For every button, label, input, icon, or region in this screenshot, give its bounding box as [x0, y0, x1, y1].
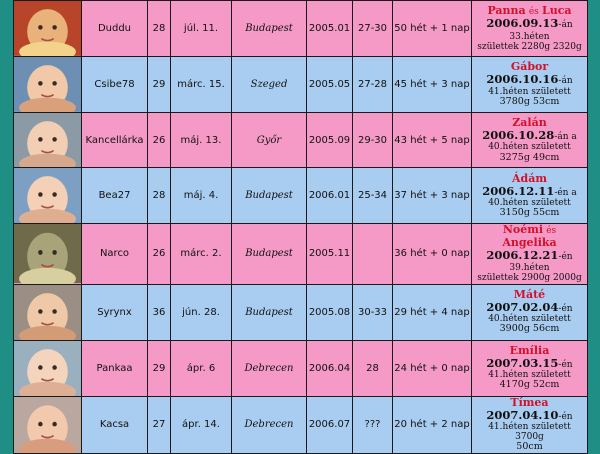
- age-cell: 28: [148, 1, 171, 57]
- birth-date-line: [475, 249, 584, 273]
- baby-name-second: Luca: [542, 4, 572, 18]
- birth-date: 2006.12.11: [482, 184, 555, 199]
- baby-info-cell: [472, 224, 588, 284]
- birth-week-line: 40.héten született: [488, 142, 571, 153]
- birth-date: 2006.12.21: [486, 248, 559, 263]
- gestation-cell: 24 hét + 0 nap: [393, 340, 472, 396]
- nickname-cell: Csibe78: [82, 56, 148, 112]
- birth-date-suffix: -án: [558, 76, 573, 87]
- start-date-cell: 2006.01: [307, 168, 353, 224]
- table-row: [14, 56, 588, 112]
- weeks-range-cell: 29-30: [353, 112, 393, 168]
- baby-name-line: [475, 345, 584, 371]
- baby-name: Máté: [513, 287, 546, 301]
- birth-date-suffix: -án 33.héten: [509, 20, 573, 42]
- members-table: [13, 0, 588, 454]
- baby-photo: [14, 168, 82, 224]
- due-date-cell: ápr. 14.: [171, 396, 232, 453]
- city-cell: Budapest: [232, 224, 307, 284]
- age-cell: 27: [148, 396, 171, 453]
- weeks-range-cell: ???: [353, 396, 393, 453]
- due-date-cell: júl. 11.: [171, 1, 232, 57]
- baby-name: Noémi: [502, 223, 544, 237]
- baby-name: Tímea: [510, 396, 549, 409]
- baby-photo: [14, 396, 82, 453]
- due-date-cell: márc. 15.: [171, 56, 232, 112]
- nickname-cell: Pankaa: [82, 340, 148, 396]
- birth-measurements: 4170g 52cm: [499, 379, 560, 391]
- start-date-cell: 2005.05: [307, 56, 353, 112]
- birth-measurements: 3780g 53cm: [499, 95, 560, 107]
- start-date-cell: 2006.07: [307, 396, 353, 453]
- baby-name-line: [475, 397, 584, 423]
- baby-name-line: [475, 224, 584, 249]
- birth-date: 2006.10.28: [482, 128, 555, 143]
- baby-info-cell: [472, 396, 588, 453]
- birth-week-line: 40.héten született: [488, 314, 571, 325]
- birth-date: 2006.10.16: [486, 72, 559, 87]
- baby-name-line: [475, 289, 584, 315]
- gestation-cell: 36 hét + 0 nap: [393, 224, 472, 284]
- birth-date-suffix: -én a: [554, 188, 577, 199]
- birth-date: 2007.04.10: [486, 407, 559, 422]
- gestation-cell: 50 hét + 1 nap: [393, 1, 472, 57]
- birth-date-line: [475, 17, 584, 41]
- baby-name: Ádám: [512, 171, 547, 185]
- birth-date: 2007.03.15: [486, 356, 559, 371]
- due-date-cell: máj. 4.: [171, 168, 232, 224]
- weeks-range-cell: [353, 224, 393, 284]
- nickname-cell: Kancellárka: [82, 112, 148, 168]
- birth-week-line: 41.héten született: [488, 370, 571, 381]
- baby-name-conjunction: és: [546, 226, 557, 237]
- nickname-cell: Kacsa: [82, 396, 148, 453]
- table-row: [14, 168, 588, 224]
- city-cell: Budapest: [232, 284, 307, 340]
- weeks-range-cell: 25-34: [353, 168, 393, 224]
- weeks-range-cell: 27-30: [353, 1, 393, 57]
- table-row: [14, 1, 588, 57]
- gestation-cell: 29 hét + 4 nap: [393, 284, 472, 340]
- gestation-cell: 45 hét + 3 nap: [393, 56, 472, 112]
- baby-face-icon: [14, 57, 81, 112]
- due-date-cell: ápr. 6: [171, 340, 232, 396]
- age-cell: 29: [148, 340, 171, 396]
- weeks-range-cell: 27-28: [353, 56, 393, 112]
- baby-photo: [14, 56, 82, 112]
- start-date-cell: 2005.08: [307, 284, 353, 340]
- baby-name-line: [475, 173, 584, 199]
- baby-photo: [14, 224, 82, 284]
- baby-info-cell: [472, 340, 588, 396]
- birth-week-line: 40.héten született: [488, 198, 571, 209]
- nickname-cell: Duddu: [82, 1, 148, 57]
- birth-date: 2006.09.13: [486, 16, 559, 31]
- baby-name: Panna: [487, 4, 526, 18]
- birth-week-line: születtek 2280g 2320g: [477, 41, 582, 52]
- birth-date-suffix: -én: [558, 360, 573, 371]
- baby-face-icon: [14, 397, 81, 453]
- baby-face-icon: [14, 224, 81, 283]
- nickname-cell: Narco: [82, 224, 148, 284]
- birth-date: 2007.02.04: [486, 300, 559, 315]
- nickname-cell: Bea27: [82, 168, 148, 224]
- birth-date-suffix: -én 39.héten: [509, 252, 573, 274]
- age-cell: 29: [148, 56, 171, 112]
- gestation-cell: 20 hét + 2 nap: [393, 396, 472, 453]
- gestation-cell: 37 hét + 3 nap: [393, 168, 472, 224]
- birth-measurements: 3150g 55cm: [499, 207, 560, 219]
- baby-face-icon: [14, 341, 81, 396]
- nickname-cell: Syrynx: [82, 284, 148, 340]
- birth-date-suffix: -án a: [554, 132, 577, 143]
- baby-photo: [14, 340, 82, 396]
- start-date-cell: 2005.11: [307, 224, 353, 284]
- table-row: [14, 112, 588, 168]
- baby-face-icon: [14, 285, 81, 340]
- weeks-range-cell: 30-33: [353, 284, 393, 340]
- baby-info-cell: [472, 112, 588, 168]
- birth-week-line: 41.héten született 3700g: [488, 422, 571, 443]
- age-cell: 28: [148, 168, 171, 224]
- city-cell: Szeged: [232, 56, 307, 112]
- baby-face-icon: [14, 168, 81, 223]
- table-row: [14, 224, 588, 284]
- baby-face-icon: [14, 113, 81, 168]
- baby-name: Zalán: [512, 115, 547, 129]
- city-cell: Budapest: [232, 168, 307, 224]
- baby-photo: [14, 284, 82, 340]
- baby-name-second: Angelika: [502, 235, 557, 249]
- birth-week-line: születtek 2900g 2000g: [477, 273, 582, 284]
- baby-name: Gábor: [510, 60, 549, 74]
- age-cell: 36: [148, 284, 171, 340]
- baby-name-line: [475, 117, 584, 143]
- baby-name-conjunction: és: [528, 7, 539, 18]
- baby-info-cell: [472, 284, 588, 340]
- birth-date-suffix: -én: [558, 304, 573, 315]
- baby-name: Emília: [509, 343, 550, 357]
- table-row: [14, 284, 588, 340]
- table-row: [14, 340, 588, 396]
- table-row: [14, 396, 588, 453]
- start-date-cell: 2005.09: [307, 112, 353, 168]
- start-date-cell: 2006.04: [307, 340, 353, 396]
- due-date-cell: jún. 28.: [171, 284, 232, 340]
- birth-measurements: 3275g 49cm: [499, 151, 560, 163]
- due-date-cell: márc. 2.: [171, 224, 232, 284]
- birth-measurements: 50cm: [516, 441, 543, 453]
- age-cell: 26: [148, 112, 171, 168]
- baby-face-icon: [14, 1, 81, 56]
- baby-photo: [14, 112, 82, 168]
- city-cell: Debrecen: [232, 396, 307, 453]
- city-cell: Győr: [232, 112, 307, 168]
- city-cell: Debrecen: [232, 340, 307, 396]
- baby-name-line: [475, 61, 584, 87]
- birth-measurements: 3900g 56cm: [499, 323, 560, 335]
- baby-info-cell: [472, 1, 588, 57]
- start-date-cell: 2005.01: [307, 1, 353, 57]
- baby-info-cell: [472, 168, 588, 224]
- city-cell: Budapest: [232, 1, 307, 57]
- due-date-cell: máj. 13.: [171, 112, 232, 168]
- birth-date-suffix: -én: [558, 411, 573, 422]
- gestation-cell: 43 hét + 5 nap: [393, 112, 472, 168]
- age-cell: 26: [148, 224, 171, 284]
- weeks-range-cell: 28: [353, 340, 393, 396]
- baby-photo: [14, 1, 82, 57]
- birth-week-line: 41.héten született: [488, 86, 571, 97]
- baby-info-cell: [472, 56, 588, 112]
